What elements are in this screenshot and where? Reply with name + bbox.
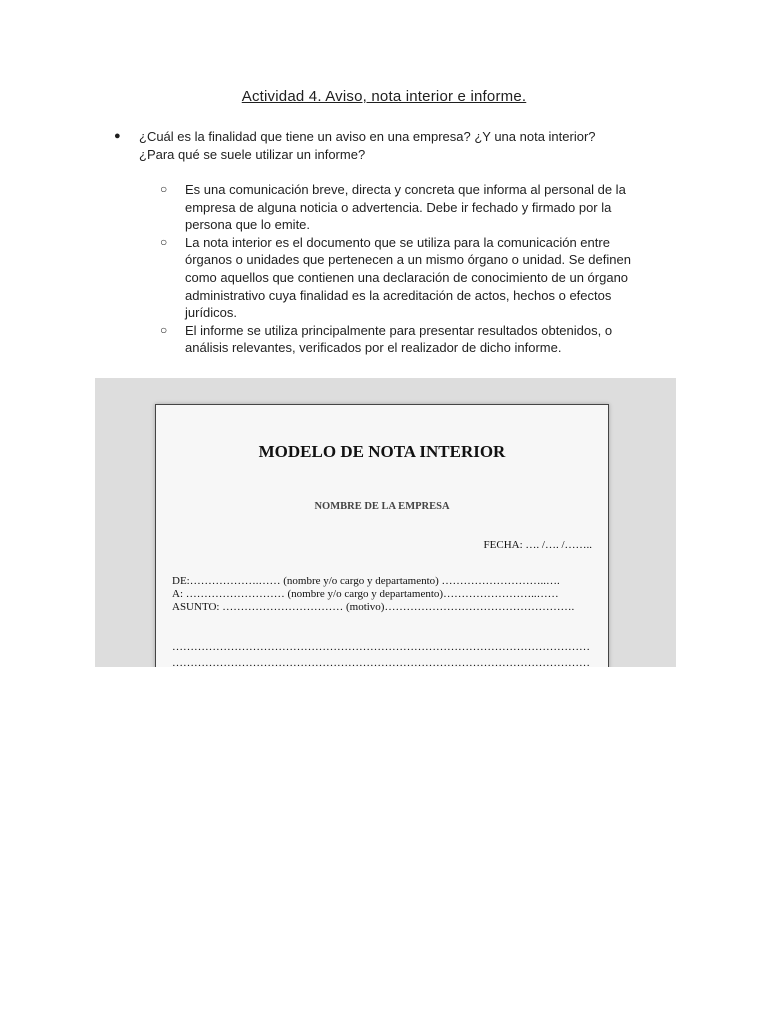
header-fields: [172, 575, 596, 614]
question-line: ¿Para qué se suele utilizar un informe?: [139, 146, 366, 162]
company-name: NOMBRE DE LA EMPRESA: [314, 501, 450, 512]
from-field: DE:……………….…… (nombre y/o cargo y departamento) ………………………..….: [172, 575, 560, 587]
answer-line: como aquellos que contienen una declaración de conocimiento de un órgano: [185, 269, 629, 285]
answer-line: El informe se utiliza principalmente para presentar resultados obtenidos, o: [185, 322, 613, 338]
body-line: ……………………………………………………………………………………………………: [172, 657, 590, 667]
answer-line: análisis relevantes, verificados por el realizador de dicho informe.: [185, 340, 562, 356]
to-field: A: ……………………… (nombre y/o cargo y departamento)……………………..……: [172, 588, 559, 600]
answer-informe: [160, 322, 680, 357]
figure-title: MODELO DE NOTA INTERIOR: [258, 442, 506, 461]
circle-bullet-icon: ○: [160, 182, 168, 196]
answer-line: órganos o unidades que pertenecen a un mismo órgano o unidad. Se definen: [185, 252, 631, 268]
answer-line: administrativo cuya finalidad es la acreditación de actos, hechos o efectos: [185, 287, 612, 303]
answer-aviso: [160, 181, 680, 234]
body-line: ……………………………………………………………………………………………………: [172, 641, 590, 653]
circle-bullet-icon: ○: [160, 234, 168, 249]
answer-line: jurídicos.: [185, 305, 238, 321]
date-field: FECHA: …. /…. /……..: [483, 539, 592, 551]
answer-line: La nota interior es el documento que se utiliza para la comunicación entre: [185, 234, 610, 250]
nota-interior-figure: [95, 378, 676, 667]
answer-line: empresa de alguna noticia o advertencia. Debe ir fechado y firmado por la: [185, 199, 612, 215]
answer-line: Es una comunicación breve, directa y concreta que informa al personal de la: [185, 182, 626, 197]
bullet-icon: ●: [114, 130, 121, 142]
question-text: [139, 128, 674, 163]
nota-interior-sheet: [155, 404, 609, 667]
question-line: ¿Cuál es la finalidad que tiene un aviso en una empresa? ¿Y una nota interior?: [139, 129, 596, 144]
circle-bullet-icon: ○: [160, 322, 168, 337]
answer-nota-interior: [160, 234, 680, 322]
answer-list: [160, 181, 680, 357]
document-title: Actividad 4. Aviso, nota interior e informe.: [241, 88, 527, 105]
subject-field: ASUNTO: …………………………… (motivo)…………………………………………….: [172, 601, 575, 613]
answer-line: persona que lo emite.: [185, 217, 311, 233]
